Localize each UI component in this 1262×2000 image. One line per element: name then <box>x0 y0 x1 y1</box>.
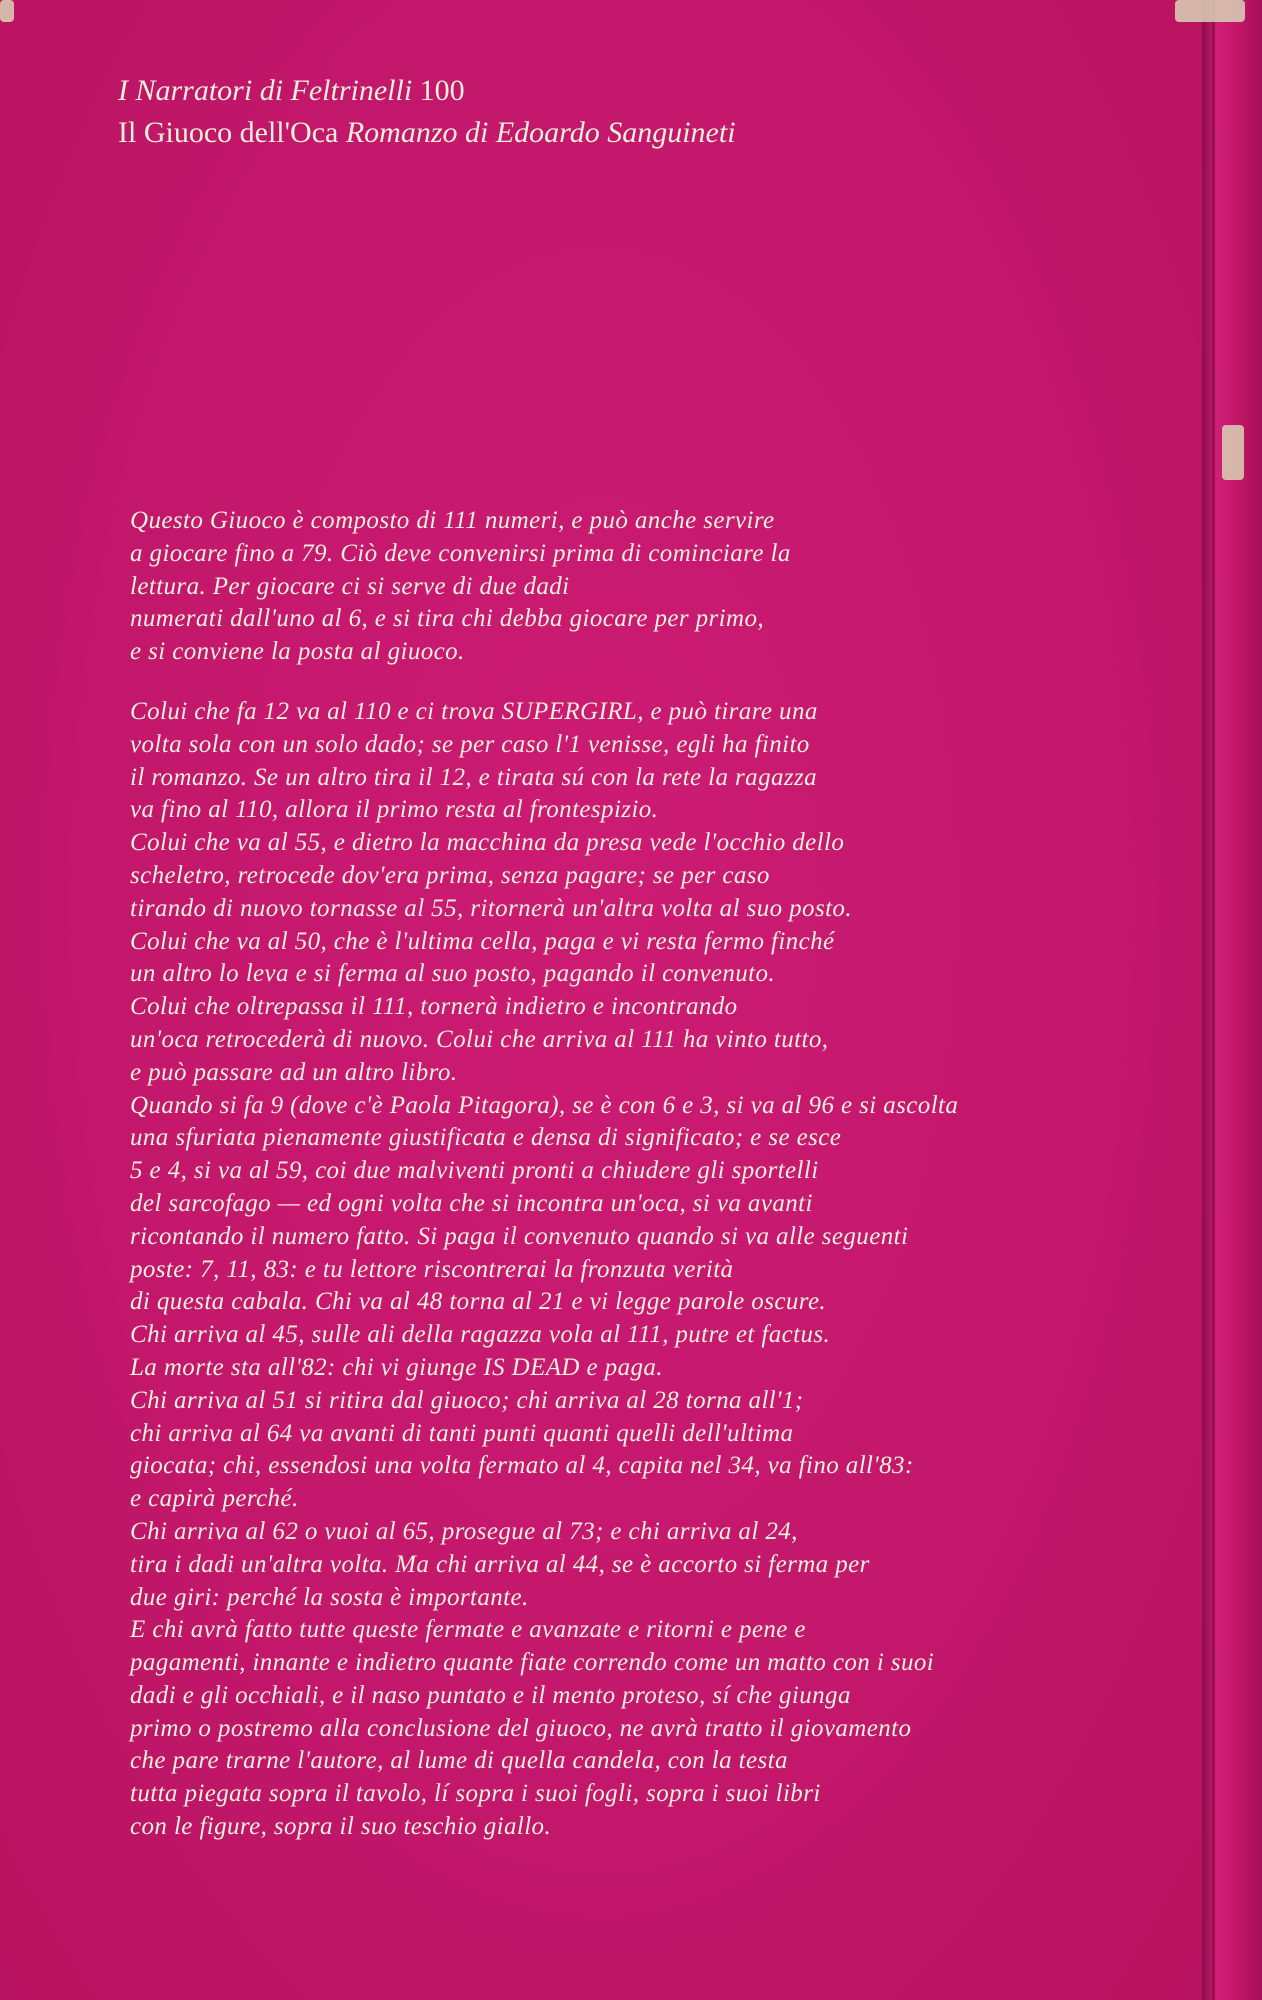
book-title: Il Giuoco dell'Oca <box>118 116 339 149</box>
paragraph <box>130 505 1200 669</box>
text-line: e può passare ad un altro libro. <box>130 1058 458 1086</box>
text-line: va fino al 110, allora il primo resta al frontespizio. <box>130 796 659 824</box>
text-line: tutta piegata sopra il tavolo, lí sopra i suoi fogli, sopra i suoi libri <box>130 1780 821 1808</box>
worn-corner-top-left <box>0 0 14 22</box>
text-line: un'oca retrocederà di nuovo. Colui che arriva al 111 ha vinto tutto, <box>130 1025 829 1053</box>
text-line: giocata; chi, essendosi una volta fermato al 4, capita nel 34, va fino all'83: <box>130 1452 914 1480</box>
text-line: Colui che fa 12 va al 110 e ci trova SUPERGIRL, e può tirare una <box>130 697 818 725</box>
text-line: Colui che oltrepassa il 111, tornerà indietro e incontrando <box>130 993 738 1021</box>
text-line: numerati dall'uno al 6, e si tira chi debba giocare per primo, <box>130 605 765 633</box>
text-line: e si conviene la posta al giuoco. <box>130 638 465 666</box>
text-line: di questa cabala. Chi va al 48 torna al 21 e vi legge parole oscure. <box>130 1288 827 1316</box>
text-line: una sfuriata pienamente giustificata e densa di significato; e se esce <box>130 1124 842 1152</box>
body-text <box>130 505 1200 1844</box>
text-line: un altro lo leva e si ferma al suo posto, pagando il convenuto. <box>130 960 776 988</box>
text-line: lettura. Per giocare ci si serve di due dadi <box>130 572 570 600</box>
text-line: pagamenti, innante e indietro quante fiate correndo come un matto con i suoi <box>130 1649 935 1677</box>
text-line: dadi e gli occhiali, e il naso puntato e il mento proteso, sí che giunga <box>130 1681 851 1709</box>
text-line: ricontando il numero fatto. Si paga il convenuto quando si va alle seguenti <box>130 1222 909 1250</box>
text-line: Chi arriva al 62 o vuoi al 65, prosegue al 73; e chi arriva al 24, <box>130 1517 798 1545</box>
text-line: scheletro, retrocede dov'era prima, senza pagare; se per caso <box>130 861 770 889</box>
text-line: volta sola con un solo dado; se per caso l'1 venisse, egli ha finito <box>130 730 810 758</box>
book-spine <box>1202 0 1262 2000</box>
text-line: 5 e 4, si va al 59, coi due malviventi pronti a chiudere gli sportelli <box>130 1157 819 1185</box>
byline: Romanzo di Edoardo Sanguineti <box>345 116 736 149</box>
text-line: Questo Giuoco è composto di 111 numeri, e può anche servire <box>130 507 775 534</box>
text-line: poste: 7, 11, 83: e tu lettore riscontrerai la fronzuta verità <box>130 1255 734 1283</box>
text-line: tira i dadi un'altra volta. Ma chi arriva al 44, se è accorto si ferma per <box>130 1550 870 1578</box>
text-line: Quando si fa 9 (dove c'è Paola Pitagora), se è con 6 e 3, si va al 96 e si ascolta <box>130 1091 959 1119</box>
paragraph <box>130 696 1200 1844</box>
text-line: Colui che va al 50, che è l'ultima cella, paga e vi resta fermo finché <box>130 927 835 955</box>
text-line: primo o postremo alla conclusione del giuoco, ne avrà tratto il giovamento <box>130 1714 912 1742</box>
text-line: E chi avrà fatto tutte queste fermate e avanzate e ritorni e pene e <box>130 1616 806 1644</box>
text-line: Chi arriva al 45, sulle ali della ragazza vola al 111, putre et factus. <box>130 1321 831 1349</box>
series-line <box>118 70 1178 112</box>
worn-corner-top-right <box>1175 0 1245 22</box>
spine-crease <box>1212 0 1215 2000</box>
text-line: e capirà perché. <box>130 1485 299 1513</box>
text-line: due giri: perché la sosta è importante. <box>130 1583 529 1611</box>
paragraph-gap <box>130 669 1200 696</box>
text-line: chi arriva al 64 va avanti di tanti punti quanti quelli dell'ultima <box>130 1419 794 1447</box>
text-line: Colui che va al 55, e dietro la macchina da presa vede l'occhio dello <box>130 829 845 857</box>
series-title: I Narratori di Feltrinelli <box>118 74 413 107</box>
text-line: con le figure, sopra il suo teschio giallo. <box>130 1813 552 1841</box>
text-line: Chi arriva al 51 si ritira dal giuoco; chi arriva al 28 torna all'1; <box>130 1386 804 1414</box>
text-line: del sarcofago — ed ogni volta che si incontra un'oca, si va avanti <box>130 1189 813 1217</box>
header <box>118 70 1178 154</box>
text-line: La morte sta all'82: chi vi giunge IS DEAD e paga. <box>130 1353 663 1381</box>
text-line: tirando di nuovo tornasse al 55, ritornerà un'altra volta al suo posto. <box>130 894 852 922</box>
text-line: che pare trarne l'autore, al lume di quella candela, con la testa <box>130 1747 788 1775</box>
text-line: a giocare fino a 79. Ciò deve convenirsi prima di cominciare la <box>130 539 791 567</box>
text-line: il romanzo. Se un altro tira il 12, e tirata sú con la rete la ragazza <box>130 763 818 791</box>
worn-spine-spot <box>1222 425 1244 480</box>
series-number: 100 <box>419 74 465 107</box>
title-line <box>118 112 1178 154</box>
